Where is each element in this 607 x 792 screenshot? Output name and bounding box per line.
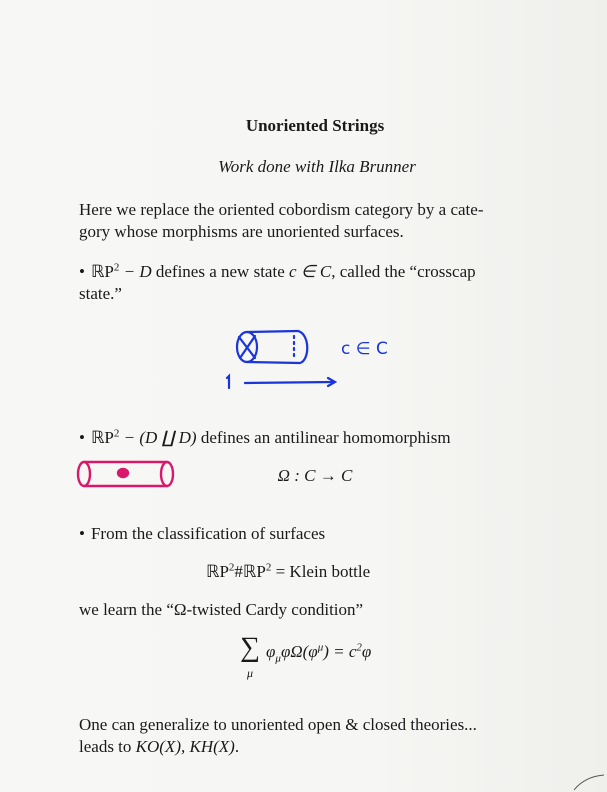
intro-paragraph [79,199,559,243]
antilinear-sketch [72,458,182,490]
number-one [227,376,229,388]
slide-title: Unoriented Strings [245,116,385,135]
phi-sup: μ [317,641,324,654]
bullet-antilinear [79,427,569,449]
formula-exp-2: 2 [265,561,272,574]
intro-line-2: gory whose morphisms are unoriented surfaces. [79,222,404,241]
conclusion-line-1: One can generalize to unoriented open & closed theories... [79,715,477,734]
formula-klein: = Klein bottle [271,562,371,581]
omega-map: Ω : C → C [277,466,353,485]
rp-symbol: ℝP [90,428,114,447]
bullet-classification [79,523,569,545]
cardy-expression [266,641,371,669]
c-in-c: c ∈ C [289,262,332,281]
rp-exponent: 2 [113,261,120,274]
bullet-marker: • [79,524,85,543]
minus-d-disjoint-d: − (D ∐ D) [119,428,197,447]
equals-c: ) = c [323,642,357,661]
rp-symbol: ℝP [90,262,114,281]
bullet-text: defines an antilinear homomorphism [196,428,451,447]
rp-exponent: 2 [113,427,120,440]
cardy-intro: we learn the “Ω-twisted Cardy condition” [79,600,364,619]
phi-omega: φΩ(φ [280,642,318,661]
sum-symbol: ∑ [240,632,260,663]
page-corner-mark [570,772,607,792]
c-exponent: 2 [356,641,362,654]
bullet-line-2: state.” [79,284,122,303]
bullet-crosscap [79,261,569,305]
arrow-line [245,382,334,383]
cylinder-right-end [298,331,307,363]
conclusion-paragraph [79,714,579,758]
conclusion-text: leads to [79,737,136,756]
sum-index: μ [247,666,254,680]
formula-rp: ℝP [206,562,229,581]
bullet-text: From the classification of surfaces [90,524,326,543]
formula-connected-sum: #ℝP [234,562,266,581]
crosscap-sketch [220,322,420,394]
phi-end: φ [361,642,372,661]
tube-dot [118,469,128,477]
bullet-marker: • [79,262,85,281]
tube-right-end [161,462,173,486]
conclusion-line-2 [79,736,579,758]
minus-d: − D [119,262,152,281]
bullet-text: defines a new state [151,262,289,281]
formula-exp: 2 [228,561,235,574]
cylinder-top-edge [247,331,298,332]
intro-line-1: Here we replace the oriented cobordism category by a cate- [79,200,484,219]
cylinder-bottom-edge [247,362,300,363]
sketch-label: c ∈ C [341,339,388,359]
cardy-formula [240,632,420,682]
klein-bottle-formula [206,561,466,583]
phi-symbol: φ [266,642,276,661]
phi-sub: μ [275,652,281,665]
bullet-marker: • [79,428,85,447]
tube-left-end [78,462,90,486]
period: . [234,737,240,756]
slide-subtitle: Work done with Ilka Brunner [218,157,416,176]
ko-kh: KO(X), KH(X) [135,737,235,756]
bullet-text-2: , called the “crosscap [331,262,476,281]
